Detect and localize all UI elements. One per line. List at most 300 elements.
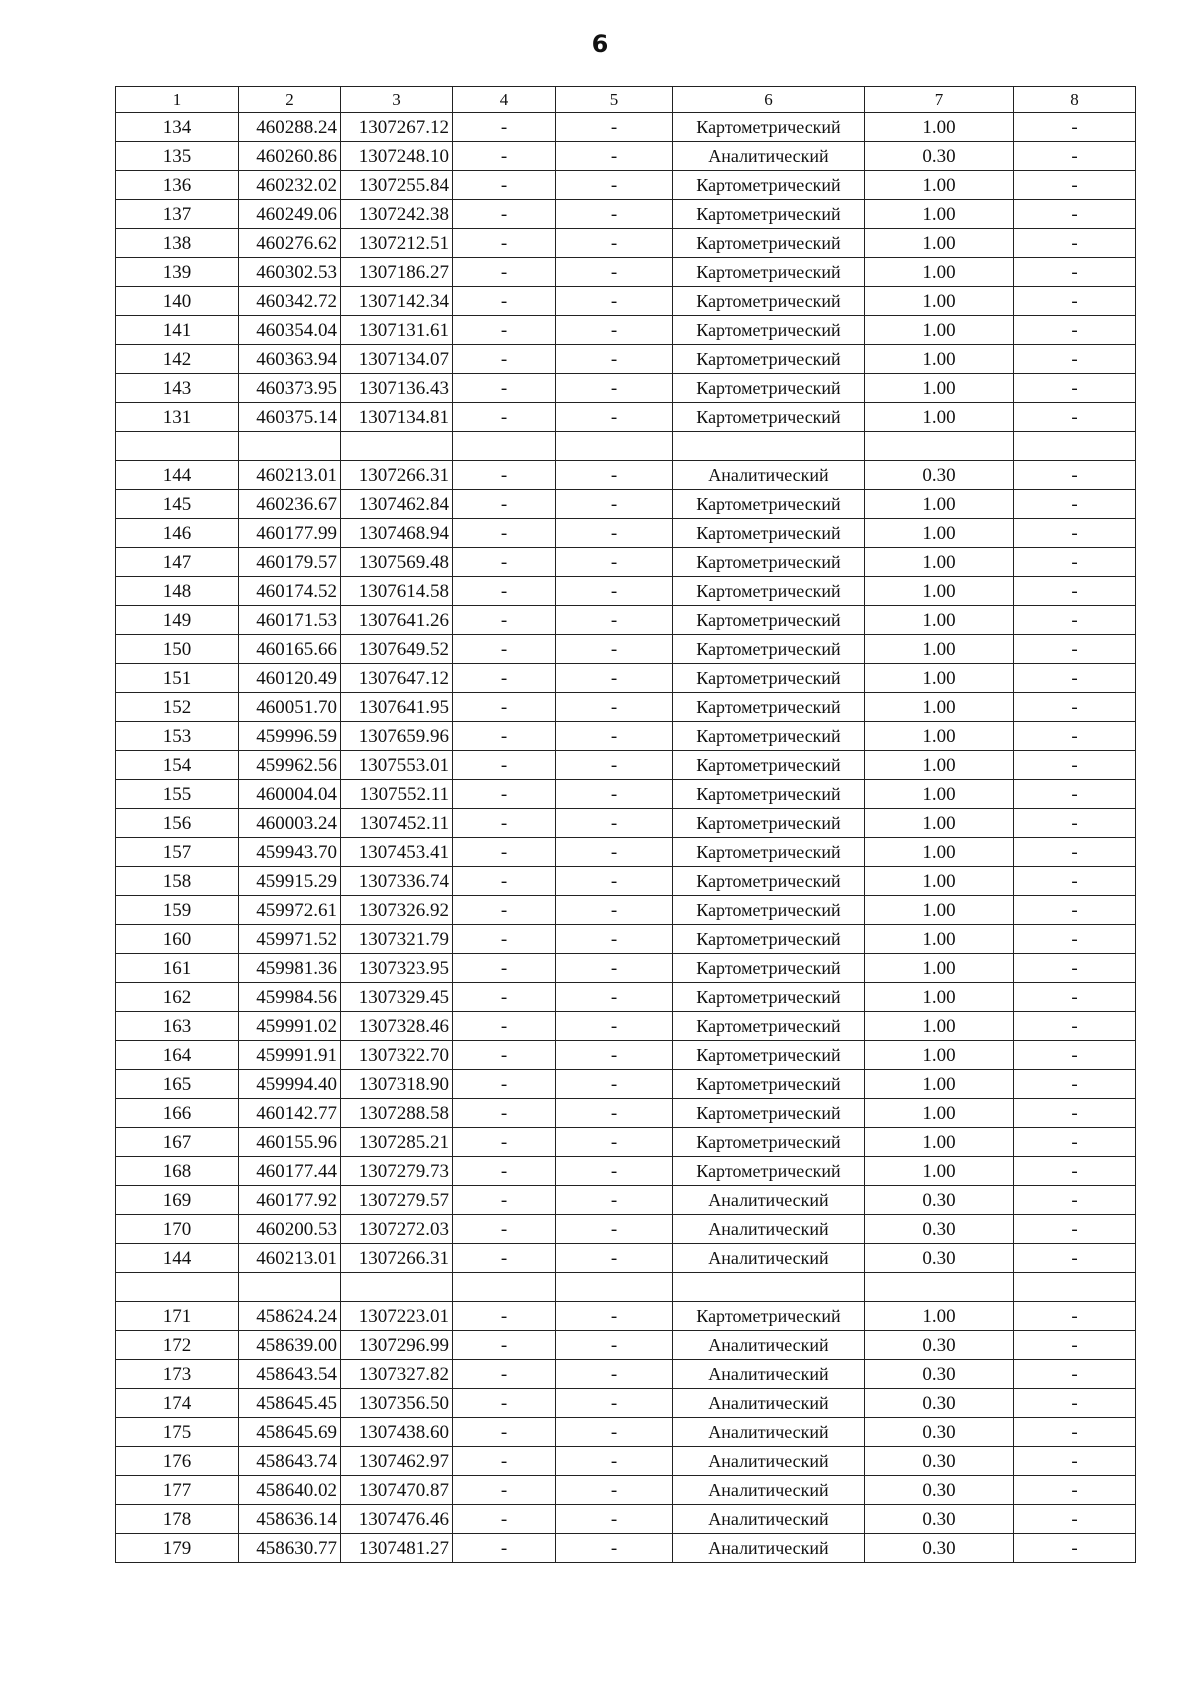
column-5-cell: - <box>556 1331 673 1360</box>
column-4-cell: - <box>453 229 556 258</box>
column-4-cell: - <box>453 113 556 142</box>
accuracy-cell: 1.00 <box>865 229 1014 258</box>
column-4-cell: - <box>453 1157 556 1186</box>
table-row <box>116 1128 1136 1157</box>
accuracy-cell: 1.00 <box>865 1012 1014 1041</box>
method-cell: Картометрический <box>673 635 865 664</box>
column-5-cell: - <box>556 519 673 548</box>
column-8-cell: - <box>1014 1157 1136 1186</box>
point-number-cell: 141 <box>116 316 239 345</box>
method-cell: Аналитический <box>673 1215 865 1244</box>
column-8-cell: - <box>1014 548 1136 577</box>
column-8-cell: - <box>1014 664 1136 693</box>
column-4-cell: - <box>453 142 556 171</box>
point-number-cell: 140 <box>116 287 239 316</box>
method-cell: Картометрический <box>673 577 865 606</box>
column-5-cell: - <box>556 1389 673 1418</box>
point-number-cell: 154 <box>116 751 239 780</box>
x-coordinate-cell: 458630.77 <box>239 1534 341 1563</box>
column-8-cell: - <box>1014 403 1136 432</box>
x-coordinate-cell: 459991.91 <box>239 1041 341 1070</box>
accuracy-cell: 1.00 <box>865 751 1014 780</box>
x-coordinate-cell: 460051.70 <box>239 693 341 722</box>
x-coordinate-cell: 460373.95 <box>239 374 341 403</box>
column-5-cell: - <box>556 1012 673 1041</box>
y-coordinate-cell: 1307136.43 <box>341 374 453 403</box>
column-header: 1 <box>116 87 239 113</box>
table-row <box>116 751 1136 780</box>
y-coordinate-cell: 1307356.50 <box>341 1389 453 1418</box>
column-8-cell: - <box>1014 1215 1136 1244</box>
column-4-cell: - <box>453 548 556 577</box>
point-number-cell: 174 <box>116 1389 239 1418</box>
x-coordinate-cell: 459962.56 <box>239 751 341 780</box>
table-row <box>116 693 1136 722</box>
x-coordinate-cell: 459915.29 <box>239 867 341 896</box>
table-row <box>116 1360 1136 1389</box>
column-4-cell: - <box>453 722 556 751</box>
accuracy-cell <box>865 1273 1014 1302</box>
method-cell: Картометрический <box>673 896 865 925</box>
table-row <box>116 1012 1136 1041</box>
column-4-cell: - <box>453 809 556 838</box>
x-coordinate-cell: 460249.06 <box>239 200 341 229</box>
method-cell: Картометрический <box>673 983 865 1012</box>
y-coordinate-cell: 1307323.95 <box>341 954 453 983</box>
column-5-cell: - <box>556 1041 673 1070</box>
column-8-cell: - <box>1014 1041 1136 1070</box>
accuracy-cell: 1.00 <box>865 954 1014 983</box>
column-4-cell: - <box>453 635 556 664</box>
column-8-cell: - <box>1014 1244 1136 1273</box>
column-4-cell: - <box>453 925 556 954</box>
method-cell: Аналитический <box>673 1186 865 1215</box>
x-coordinate-cell: 459984.56 <box>239 983 341 1012</box>
point-number-cell: 168 <box>116 1157 239 1186</box>
column-5-cell: - <box>556 925 673 954</box>
x-coordinate-cell: 459996.59 <box>239 722 341 751</box>
x-coordinate-cell: 458624.24 <box>239 1302 341 1331</box>
column-4-cell: - <box>453 577 556 606</box>
column-5-cell: - <box>556 403 673 432</box>
point-number-cell: 143 <box>116 374 239 403</box>
accuracy-cell: 1.00 <box>865 1157 1014 1186</box>
accuracy-cell: 1.00 <box>865 519 1014 548</box>
column-8-cell: - <box>1014 1534 1136 1563</box>
accuracy-cell: 1.00 <box>865 316 1014 345</box>
method-cell: Картометрический <box>673 722 865 751</box>
column-8-cell: - <box>1014 954 1136 983</box>
x-coordinate-cell: 459981.36 <box>239 954 341 983</box>
column-5-cell: - <box>556 606 673 635</box>
y-coordinate-cell: 1307641.95 <box>341 693 453 722</box>
y-coordinate-cell: 1307134.07 <box>341 345 453 374</box>
accuracy-cell: 1.00 <box>865 896 1014 925</box>
method-cell <box>673 1273 865 1302</box>
column-8-cell: - <box>1014 258 1136 287</box>
method-cell: Картометрический <box>673 867 865 896</box>
method-cell: Картометрический <box>673 809 865 838</box>
column-8-cell: - <box>1014 1302 1136 1331</box>
table-row <box>116 1534 1136 1563</box>
column-4-cell: - <box>453 896 556 925</box>
point-number-cell: 166 <box>116 1099 239 1128</box>
column-8-cell: - <box>1014 374 1136 403</box>
column-8-cell: - <box>1014 1476 1136 1505</box>
x-coordinate-cell: 460232.02 <box>239 171 341 200</box>
table-row <box>116 1099 1136 1128</box>
y-coordinate-cell: 1307553.01 <box>341 751 453 780</box>
table-row <box>116 461 1136 490</box>
x-coordinate-cell: 460236.67 <box>239 490 341 519</box>
column-5-cell: - <box>556 1157 673 1186</box>
column-4-cell: - <box>453 287 556 316</box>
column-8-cell: - <box>1014 577 1136 606</box>
table-row <box>116 1215 1136 1244</box>
method-cell: Картометрический <box>673 1302 865 1331</box>
y-coordinate-cell: 1307267.12 <box>341 113 453 142</box>
page-number: 6 <box>591 30 609 58</box>
column-5-cell: - <box>556 258 673 287</box>
table-separator-row <box>116 432 1136 461</box>
column-4-cell: - <box>453 606 556 635</box>
column-4-cell: - <box>453 1360 556 1389</box>
column-8-cell: - <box>1014 1128 1136 1157</box>
point-number-cell: 144 <box>116 1244 239 1273</box>
column-header: 5 <box>556 87 673 113</box>
column-8-cell: - <box>1014 983 1136 1012</box>
column-4-cell: - <box>453 461 556 490</box>
y-coordinate-cell: 1307468.94 <box>341 519 453 548</box>
accuracy-cell: 1.00 <box>865 722 1014 751</box>
table-row <box>116 722 1136 751</box>
y-coordinate-cell: 1307272.03 <box>341 1215 453 1244</box>
column-5-cell: - <box>556 1505 673 1534</box>
column-5-cell: - <box>556 1215 673 1244</box>
accuracy-cell: 0.30 <box>865 1418 1014 1447</box>
column-4-cell: - <box>453 867 556 896</box>
point-number-cell: 134 <box>116 113 239 142</box>
table-row <box>116 316 1136 345</box>
x-coordinate-cell: 460213.01 <box>239 1244 341 1273</box>
accuracy-cell: 1.00 <box>865 1041 1014 1070</box>
x-coordinate-cell: 460120.49 <box>239 664 341 693</box>
column-5-cell: - <box>556 693 673 722</box>
x-coordinate-cell: 458640.02 <box>239 1476 341 1505</box>
column-8-cell: - <box>1014 142 1136 171</box>
y-coordinate-cell: 1307476.46 <box>341 1505 453 1534</box>
point-number-cell: 144 <box>116 461 239 490</box>
point-number-cell: 171 <box>116 1302 239 1331</box>
method-cell: Картометрический <box>673 316 865 345</box>
table-row <box>116 200 1136 229</box>
column-8-cell: - <box>1014 693 1136 722</box>
y-coordinate-cell: 1307641.26 <box>341 606 453 635</box>
y-coordinate-cell: 1307318.90 <box>341 1070 453 1099</box>
table-row <box>116 1302 1136 1331</box>
x-coordinate-cell: 460213.01 <box>239 461 341 490</box>
point-number-cell: 151 <box>116 664 239 693</box>
method-cell: Аналитический <box>673 1447 865 1476</box>
x-coordinate-cell: 460142.77 <box>239 1099 341 1128</box>
column-8-cell: - <box>1014 287 1136 316</box>
x-coordinate-cell: 460174.52 <box>239 577 341 606</box>
point-number-cell: 148 <box>116 577 239 606</box>
x-coordinate-cell: 460276.62 <box>239 229 341 258</box>
accuracy-cell: 1.00 <box>865 258 1014 287</box>
accuracy-cell: 1.00 <box>865 838 1014 867</box>
y-coordinate-cell: 1307438.60 <box>341 1418 453 1447</box>
method-cell: Аналитический <box>673 1360 865 1389</box>
column-5-cell: - <box>556 664 673 693</box>
accuracy-cell: 1.00 <box>865 577 1014 606</box>
table-row <box>116 1331 1136 1360</box>
x-coordinate-cell: 460363.94 <box>239 345 341 374</box>
table-row <box>116 1505 1136 1534</box>
point-number-cell: 152 <box>116 693 239 722</box>
point-number-cell: 142 <box>116 345 239 374</box>
table-row <box>116 577 1136 606</box>
point-number-cell: 149 <box>116 606 239 635</box>
column-4-cell: - <box>453 1128 556 1157</box>
point-number-cell: 160 <box>116 925 239 954</box>
x-coordinate-cell: 460177.99 <box>239 519 341 548</box>
x-coordinate-cell: 458645.45 <box>239 1389 341 1418</box>
column-5-cell <box>556 432 673 461</box>
x-coordinate-cell: 458636.14 <box>239 1505 341 1534</box>
x-coordinate-cell: 460171.53 <box>239 606 341 635</box>
column-header: 3 <box>341 87 453 113</box>
accuracy-cell: 1.00 <box>865 1070 1014 1099</box>
column-8-cell: - <box>1014 200 1136 229</box>
x-coordinate-cell: 458643.54 <box>239 1360 341 1389</box>
method-cell: Картометрический <box>673 780 865 809</box>
column-5-cell: - <box>556 896 673 925</box>
accuracy-cell: 1.00 <box>865 1128 1014 1157</box>
point-number-cell: 136 <box>116 171 239 200</box>
point-number-cell: 161 <box>116 954 239 983</box>
y-coordinate-cell: 1307223.01 <box>341 1302 453 1331</box>
accuracy-cell: 0.30 <box>865 1360 1014 1389</box>
y-coordinate-cell: 1307266.31 <box>341 1244 453 1273</box>
y-coordinate-cell: 1307649.52 <box>341 635 453 664</box>
y-coordinate-cell: 1307647.12 <box>341 664 453 693</box>
accuracy-cell: 1.00 <box>865 664 1014 693</box>
method-cell: Картометрический <box>673 229 865 258</box>
accuracy-cell: 1.00 <box>865 606 1014 635</box>
point-number-cell: 179 <box>116 1534 239 1563</box>
column-8-cell: - <box>1014 461 1136 490</box>
point-number-cell: 157 <box>116 838 239 867</box>
accuracy-cell: 1.00 <box>865 490 1014 519</box>
method-cell: Картометрический <box>673 954 865 983</box>
column-8-cell: - <box>1014 1099 1136 1128</box>
column-4-cell: - <box>453 316 556 345</box>
x-coordinate-cell: 459994.40 <box>239 1070 341 1099</box>
column-5-cell: - <box>556 635 673 664</box>
accuracy-cell: 0.30 <box>865 1244 1014 1273</box>
accuracy-cell: 1.00 <box>865 345 1014 374</box>
column-5-cell: - <box>556 809 673 838</box>
column-4-cell: - <box>453 490 556 519</box>
column-5-cell: - <box>556 867 673 896</box>
column-8-cell: - <box>1014 606 1136 635</box>
column-5-cell: - <box>556 374 673 403</box>
method-cell: Аналитический <box>673 461 865 490</box>
point-number-cell <box>116 432 239 461</box>
point-number-cell: 167 <box>116 1128 239 1157</box>
point-number-cell: 169 <box>116 1186 239 1215</box>
x-coordinate-cell: 460004.04 <box>239 780 341 809</box>
column-5-cell: - <box>556 1099 673 1128</box>
y-coordinate-cell: 1307462.84 <box>341 490 453 519</box>
point-number-cell: 147 <box>116 548 239 577</box>
column-8-cell <box>1014 1273 1136 1302</box>
accuracy-cell <box>865 432 1014 461</box>
column-4-cell: - <box>453 345 556 374</box>
column-8-cell: - <box>1014 490 1136 519</box>
column-8-cell: - <box>1014 1331 1136 1360</box>
column-4-cell: - <box>453 1186 556 1215</box>
x-coordinate-cell: 460177.92 <box>239 1186 341 1215</box>
coordinates-table <box>115 86 1136 1563</box>
accuracy-cell: 0.30 <box>865 1534 1014 1563</box>
accuracy-cell: 0.30 <box>865 142 1014 171</box>
table-row <box>116 1157 1136 1186</box>
x-coordinate-cell: 460155.96 <box>239 1128 341 1157</box>
y-coordinate-cell: 1307462.97 <box>341 1447 453 1476</box>
method-cell: Картометрический <box>673 548 865 577</box>
y-coordinate-cell: 1307142.34 <box>341 287 453 316</box>
point-number-cell: 163 <box>116 1012 239 1041</box>
column-5-cell: - <box>556 345 673 374</box>
column-5-cell: - <box>556 838 673 867</box>
method-cell <box>673 432 865 461</box>
point-number-cell: 155 <box>116 780 239 809</box>
point-number-cell: 137 <box>116 200 239 229</box>
table-row <box>116 519 1136 548</box>
column-8-cell: - <box>1014 1505 1136 1534</box>
table-row <box>116 983 1136 1012</box>
table-row <box>116 925 1136 954</box>
table-row <box>116 1447 1136 1476</box>
table-row <box>116 548 1136 577</box>
column-8-cell: - <box>1014 751 1136 780</box>
accuracy-cell: 1.00 <box>865 1099 1014 1128</box>
column-4-cell: - <box>453 954 556 983</box>
table-row <box>116 1186 1136 1215</box>
column-8-cell: - <box>1014 1360 1136 1389</box>
accuracy-cell: 1.00 <box>865 403 1014 432</box>
y-coordinate-cell: 1307327.82 <box>341 1360 453 1389</box>
accuracy-cell: 1.00 <box>865 780 1014 809</box>
column-8-cell: - <box>1014 722 1136 751</box>
table-row <box>116 1389 1136 1418</box>
column-8-cell: - <box>1014 519 1136 548</box>
column-4-cell: - <box>453 1041 556 1070</box>
column-4-cell: - <box>453 664 556 693</box>
column-4-cell: - <box>453 519 556 548</box>
method-cell: Аналитический <box>673 142 865 171</box>
method-cell: Картометрический <box>673 171 865 200</box>
y-coordinate-cell: 1307659.96 <box>341 722 453 751</box>
table-row <box>116 867 1136 896</box>
column-4-cell: - <box>453 1302 556 1331</box>
point-number-cell: 138 <box>116 229 239 258</box>
y-coordinate-cell: 1307614.58 <box>341 577 453 606</box>
point-number-cell: 178 <box>116 1505 239 1534</box>
x-coordinate-cell <box>239 1273 341 1302</box>
y-coordinate-cell: 1307328.46 <box>341 1012 453 1041</box>
point-number-cell: 173 <box>116 1360 239 1389</box>
column-4-cell: - <box>453 1012 556 1041</box>
y-coordinate-cell: 1307266.31 <box>341 461 453 490</box>
y-coordinate-cell: 1307296.99 <box>341 1331 453 1360</box>
accuracy-cell: 1.00 <box>865 113 1014 142</box>
accuracy-cell: 1.00 <box>865 548 1014 577</box>
point-number-cell: 164 <box>116 1041 239 1070</box>
method-cell: Картометрический <box>673 925 865 954</box>
method-cell: Картометрический <box>673 1041 865 1070</box>
y-coordinate-cell: 1307134.81 <box>341 403 453 432</box>
column-4-cell: - <box>453 1099 556 1128</box>
x-coordinate-cell: 459991.02 <box>239 1012 341 1041</box>
table-row <box>116 780 1136 809</box>
table-row <box>116 1418 1136 1447</box>
accuracy-cell: 1.00 <box>865 374 1014 403</box>
column-8-cell: - <box>1014 113 1136 142</box>
point-number-cell: 158 <box>116 867 239 896</box>
y-coordinate-cell: 1307242.38 <box>341 200 453 229</box>
column-8-cell: - <box>1014 780 1136 809</box>
column-5-cell: - <box>556 1186 673 1215</box>
x-coordinate-cell: 460003.24 <box>239 809 341 838</box>
accuracy-cell: 1.00 <box>865 171 1014 200</box>
x-coordinate-cell: 459971.52 <box>239 925 341 954</box>
y-coordinate-cell: 1307329.45 <box>341 983 453 1012</box>
accuracy-cell: 1.00 <box>865 809 1014 838</box>
column-header: 4 <box>453 87 556 113</box>
column-8-cell: - <box>1014 896 1136 925</box>
method-cell: Картометрический <box>673 374 865 403</box>
column-5-cell <box>556 1273 673 1302</box>
method-cell: Картометрический <box>673 345 865 374</box>
method-cell: Картометрический <box>673 287 865 316</box>
method-cell: Аналитический <box>673 1331 865 1360</box>
accuracy-cell: 0.30 <box>865 1476 1014 1505</box>
accuracy-cell: 1.00 <box>865 925 1014 954</box>
column-8-cell: - <box>1014 925 1136 954</box>
table-header-row <box>116 87 1136 113</box>
method-cell: Картометрический <box>673 1128 865 1157</box>
method-cell: Аналитический <box>673 1476 865 1505</box>
x-coordinate-cell: 459943.70 <box>239 838 341 867</box>
table-row <box>116 374 1136 403</box>
point-number-cell: 139 <box>116 258 239 287</box>
table-row <box>116 345 1136 374</box>
column-5-cell: - <box>556 1128 673 1157</box>
point-number-cell: 145 <box>116 490 239 519</box>
column-4-cell: - <box>453 374 556 403</box>
x-coordinate-cell: 460375.14 <box>239 403 341 432</box>
accuracy-cell: 0.30 <box>865 461 1014 490</box>
table-body <box>116 113 1136 1563</box>
column-4-cell: - <box>453 983 556 1012</box>
column-8-cell: - <box>1014 867 1136 896</box>
point-number-cell: 177 <box>116 1476 239 1505</box>
method-cell: Картометрический <box>673 258 865 287</box>
accuracy-cell: 0.30 <box>865 1447 1014 1476</box>
